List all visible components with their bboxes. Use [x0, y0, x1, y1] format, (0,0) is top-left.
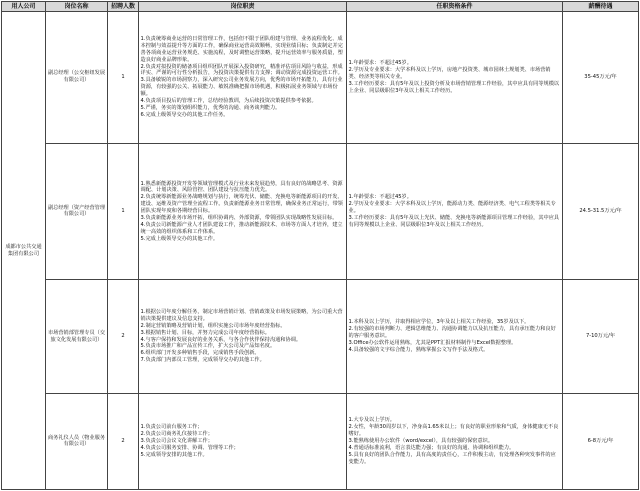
requirement-item: 2.有较强的市场判断力、逻辑思维能力、沟通协调能力以及抗压能力，具有承压能力和良好的客户服务意识。	[348, 326, 556, 340]
duty-item: 3.根据销售计划、目标，并努力完成公司年度经营指标。	[140, 329, 270, 336]
duty-item: 6.完成上级领导交办的其他工作任务。	[140, 111, 229, 118]
requirements-cell	[347, 143, 563, 280]
requirement-item: 5.具有良好的团队合作能力，具有高度的责任心，工作积极主动，有处理各种突发事件的应变能力。	[348, 451, 556, 465]
requirement-item: 2.女性，年龄30周岁以下，净身高1.65米以上；有良好的职业形象和气质，身体健康无不良嗜好。	[348, 424, 559, 438]
header-salary: 薪酬待遇	[563, 2, 639, 12]
duties-cell	[139, 12, 347, 144]
duty-item: 5.严谨，务实的策划组织能力，优秀的沟通、商务谈判能力。	[140, 104, 281, 111]
duty-item: 7.负责部门内部员工管理，完成领导交办的其他工作。	[140, 357, 265, 364]
salary: 7-10万元/年	[563, 280, 639, 393]
header-duties: 岗位职责	[139, 2, 347, 12]
position-title: 市场营销部管理专员（交旅文化发展有限公司）	[46, 280, 108, 393]
requirement-item: 3.工作经历要求：具有5年及以上投资分析及市场营销管理工作经验，其中应具有同等规模以上企业、同层级职位3年及以上相关工作经历。	[348, 80, 560, 94]
header-position: 岗位名称	[46, 2, 108, 12]
requirements-cell	[347, 393, 563, 489]
headcount: 1	[108, 12, 139, 144]
duties-cell	[139, 393, 347, 489]
requirement-item: 4.普通话标准流利，语言表达能力强；有良好的沟通、协调和组织能力。	[348, 444, 515, 451]
company-cell: 成都市公共交通集团有限公司	[2, 12, 46, 490]
requirement-item: 1.年龄要求：不超过45岁。	[348, 194, 412, 201]
table-row	[2, 280, 639, 393]
salary: 35-45万元/年	[563, 12, 639, 144]
duty-item: 5.完成领导安排的其他工作。	[140, 451, 208, 458]
duty-item: 4.负责公司服务安排、协调、管理等工作；	[140, 444, 239, 451]
duties-cell	[139, 143, 347, 280]
duties-cell	[139, 280, 347, 393]
requirement-item: 3.工作经历要求：具有5年及以上光伏、储能、充换电等新能源项目管理工作经验，其中应具有同等规模以上企业、同层级职位3年及以上相关工作经历。	[348, 214, 560, 228]
table-row	[2, 143, 639, 280]
duty-item: 1.熟悉新能源投资开发等领域管理模式及行业未来发展趋势，具有良好的战略思考、资源调配、计划决策、风险管控、团队建设与抗压能力优先。	[140, 180, 343, 194]
header-company: 用人公司	[2, 2, 46, 12]
headcount: 1	[108, 143, 139, 280]
duty-item: 3.具备敏锐的市场洞察力，深入研究公司业务发展方向，优秀的市场开拓能力，具有行业资源，有较强的公关、拓展能力、敏锐准确把握市场机遇，积极拓展业务领域与市场份额。	[140, 77, 343, 98]
duty-item: 4.负责公司新能源产业人才团队建设工作，推动新能源技术、市场等方面人才培养，建立统一高效的组织体系和工作体系。	[140, 221, 343, 235]
headcount: 2	[108, 280, 139, 393]
duty-item: 4.负责项目投后的管理工作，总结经验教训，为后续投资决策提供参考依据。	[140, 97, 317, 104]
table-row	[2, 393, 639, 489]
requirement-item: 2.学历及专业要求：大学本科及以上学历，房地产投资类、城市园林土规划类、市场营销类、经济类等相关专业。	[348, 67, 551, 80]
duty-item: 1.根据公司年度分解任务，制定市场营销计划、营销政策及市场发展策略，为公司重大营销决策提供建议及信息支持。	[140, 309, 343, 322]
duty-item: 2.制定营销策略及营销计划，组织实施公司市场年度经营指标。	[140, 322, 286, 329]
requirement-item: 3.能熟练使用办公软件（word/excel），具有较强的保密意识。	[348, 437, 494, 444]
duty-item: 2.负责统筹新能源业务战略规划与执行，统筹光伏、储能、充换电等新能源项目的开发、建设、运维及资产管理全流程工作。负责新能源业务日常管理，确保业务正常运行，带领团队实现年度和各期经营目标。	[140, 194, 343, 215]
header-requirements: 任职资格条件	[347, 2, 563, 12]
requirement-item: 2.学历及专业要求：大学本科及以上学历，能源动力类、能源经济类、电气工程类等相关专业。	[348, 201, 556, 215]
requirement-item: 3.Office办公软件运用熟练，尤其是PPT汇报材料制作与Excel数据整理。	[348, 339, 517, 346]
duty-item: 6.组织部门开发多种销售手段，完成销售手段创新。	[140, 350, 260, 357]
requirement-item: 1.年龄要求：不超过45岁。	[348, 60, 412, 67]
duty-item: 5.完成上级领导交办的其他工作。	[140, 235, 219, 242]
requirement-item: 1.大专及以上学历。	[348, 417, 395, 424]
requirement-item: 4.具备较强的文字综合能力，熟练掌握公文写作手法及格式。	[348, 346, 489, 353]
position-title: 副总经理（资产经营管理有限公司）	[46, 143, 108, 280]
duty-item: 2.负责对拟投资的储备项目组织团队开展深入投资研究，精准评估项目风险与收益，形成详实、严谨的可行性分析报告，为投资决策提供有力支撑；调动资源完成投资运营工作。	[140, 63, 343, 77]
duty-item: 2.负责公司商务礼仪接待工作；	[140, 431, 213, 438]
table-row	[2, 12, 639, 144]
position-title: 商务礼仪人员（物业服务有限公司）	[46, 393, 108, 489]
salary: 6-8万元/年	[563, 393, 639, 489]
header-row	[2, 2, 639, 12]
recruitment-table	[1, 1, 639, 490]
salary: 24.5-31.5万元/年	[563, 143, 639, 280]
duty-item: 3.负责新能源业务市场开拓，组织协调内、外部资源，带领团队实现战略性发展目标。	[140, 214, 338, 221]
duty-item: 1.负责统筹商业运营的日常管理工作，包括但不限于团队组建与管理、业务流程优化、成本控制与效益提升等方面的工作，确保商业运营高效顺畅，实现业绩目标；负责制定并完善各项商业运营业务规范、实施流程，及时调整运营策略，提升运营效率与服务质量，塑造良好商业品牌形象。	[140, 36, 343, 63]
position-title: 副总经理（公交枢纽发展有限公司）	[46, 12, 108, 144]
requirements-cell	[347, 12, 563, 144]
duty-item: 3.负责公司会议文化讲解工作；	[140, 437, 213, 444]
headcount: 2	[108, 393, 139, 489]
header-count: 招聘人数	[108, 2, 139, 12]
duty-item: 4.与客户保持和发展良好的业务关系，与各合作伙伴保持沟通和协调。	[140, 336, 302, 343]
requirements-cell	[347, 280, 563, 393]
duty-item: 1.负责公司前台服务工作；	[140, 424, 203, 431]
requirement-item: 1.本科及以上学历，并取得相应学位，3年及以上相关工作经验，35岁及以下。	[348, 319, 530, 326]
duty-item: 5.负责市场推广和产品宣传工作，扩大公司及产品知名度。	[140, 343, 276, 350]
